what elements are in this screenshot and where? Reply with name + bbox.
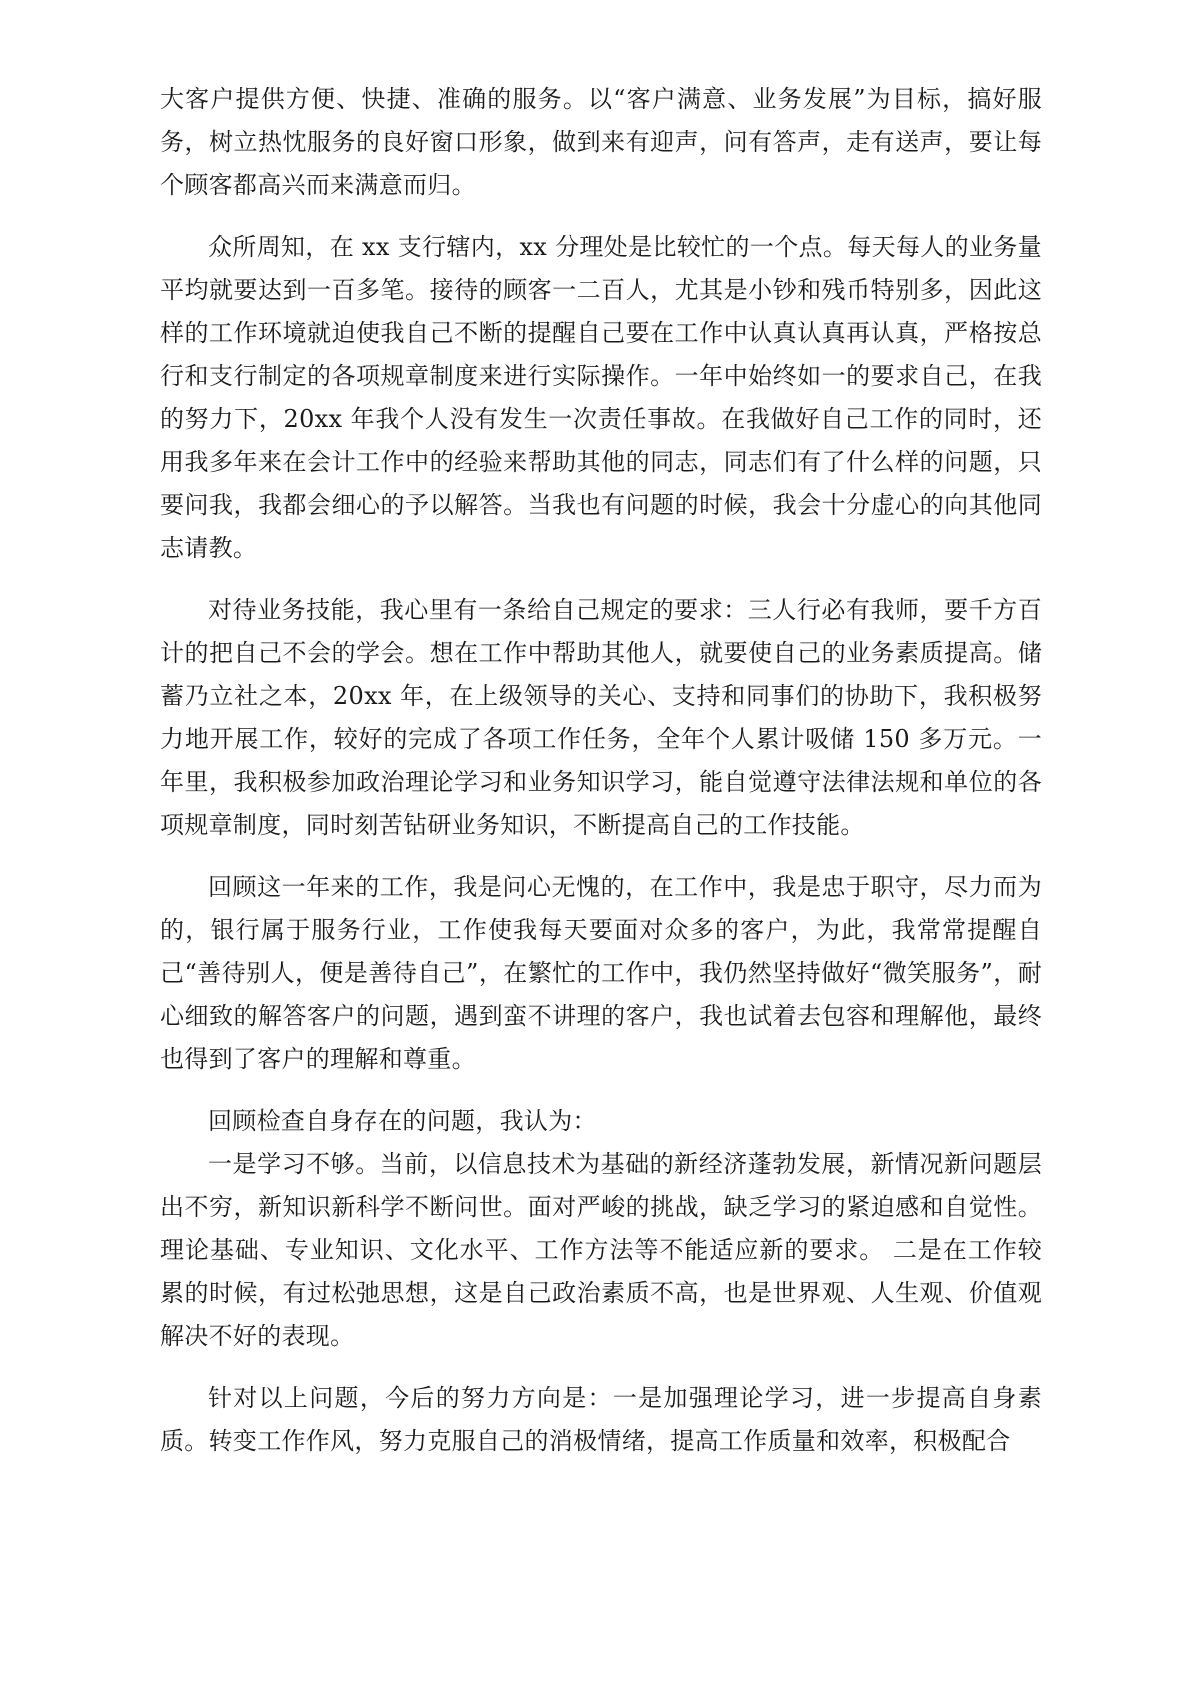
paragraph-4: 回顾这一年来的工作，我是问心无愧的，在工作中，我是忠于职守，尽力而为的，银行属于服务行业，工作使我每天要面对众多的客户，为此，我常常提醒自己“善待别人，便是善待自己”，在繁忙的工作中，我仍然坚持做好“微笑服务”，耐心细致的解答客户的问题，遇到蛮不讲理的客户，我也试着去包容和理解他，最终也得到了客户的理解和尊重。 (160, 873, 1042, 1073)
paragraph-5: 回顾检查自身存在的问题，我认为： (208, 1107, 597, 1135)
paragraph-7: 针对以上问题，今后的努力方向是：一是加强理论学习，进一步提高自身素质。转变工作作风，努力克服自己的消极情绪，提高工作质量和效率，积极配合 (160, 1384, 1042, 1455)
paragraph-1: 大客户提供方便、快捷、准确的服务。以“客户满意、业务发展”为目标，搞好服务，树立热忱服务的良好窗口形象，做到来有迎声，问有答声，走有送声，要让每个顾客都高兴而来满意而归。 (160, 85, 1042, 199)
document-body (160, 78, 1042, 1463)
paragraph-3: 对待业务技能，我心里有一条给自己规定的要求：三人行必有我师，要千方百计的把自己不会的学会。想在工作中帮助其他人，就要使自己的业务素质提高。储蓄乃立社之本，20xx 年，在上级领导的关心、支持和同事们的协助下，我积极努力地开展工作，较好的完成了各项工作任务，全年个人累计吸储 150 多万元。一年里，我积极参加政治理论学习和业务知识学习，能自觉遵守法律法规和单位的各项规章制度，同时刻苦钻研业务知识，不断提高自己的工作技能。 (160, 596, 1042, 839)
paragraph-2: 众所周知，在 xx 支行辖内，xx 分理处是比较忙的一个点。每天每人的业务量平均就要达到一百多笔。接待的顾客一二百人，尤其是小钞和残币特别多，因此这样的工作环境就迫使我自己不断的提醒自己要在工作中认真认真再认真，严格按总行和支行制定的各项规章制度来进行实际操作。一年中始终如一的要求自己，在我的努力下，20xx 年我个人没有发生一次责任事故。在我做好自己工作的同时，还用我多年来在会计工作中的经验来帮助其他的同志，同志们有了什么样的问题，只要问我，我都会细心的予以解答。当我也有问题的时候，我会十分虚心的向其他同志请教。 (160, 233, 1042, 562)
paragraph-6: 一是学习不够。当前，以信息技术为基础的新经济蓬勃发展，新情况新问题层出不穷，新知识新科学不断问世。面对严峻的挑战，缺乏学习的紧迫感和自觉性。理论基础、专业知识、文化水平、工作方法等不能适应新的要求。 二是在工作较累的时候，有过松弛思想，这是自己政治素质不高，也是世界观、人生观、价值观解决不好的表现。 (160, 1150, 1042, 1350)
